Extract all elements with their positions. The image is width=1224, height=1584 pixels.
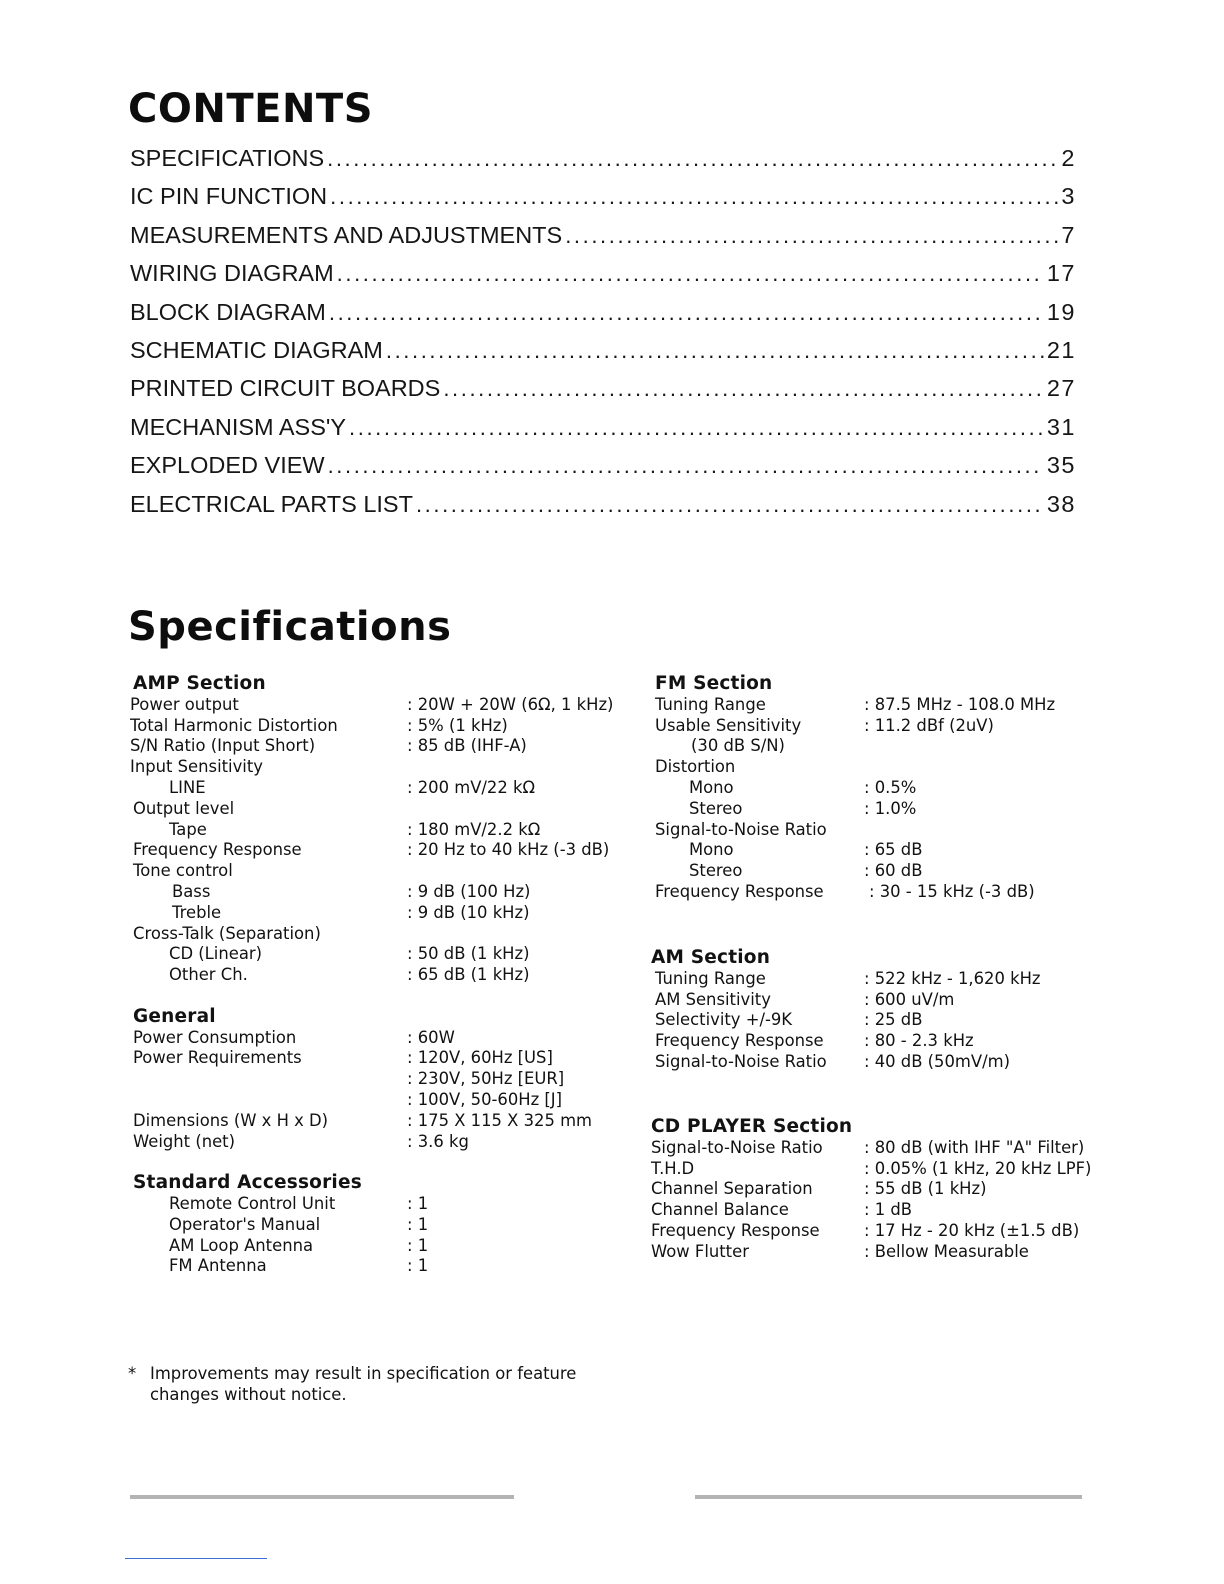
spec-label: Total Harmonic Distortion xyxy=(130,715,338,735)
spec-label: Weight (net) xyxy=(133,1131,236,1151)
spec-label: Signal-to-Noise Ratio xyxy=(651,1137,823,1157)
spec-label: Dimensions (W x H x D) xyxy=(133,1110,329,1130)
spec-label: Channel Separation xyxy=(651,1179,813,1199)
toc-entry-page: 19 xyxy=(1046,298,1076,325)
spec-label: Bass xyxy=(172,881,211,901)
spec-row xyxy=(655,778,1195,799)
toc-leader-dots xyxy=(443,376,1044,402)
spec-value: : 55 dB (1 kHz) xyxy=(864,1179,987,1199)
toc-entry-page: 7 xyxy=(1061,221,1076,248)
toc-leader-dots xyxy=(386,338,1044,364)
toc-entry xyxy=(130,260,1076,298)
spec-value: : 600 uV/m xyxy=(864,989,955,1009)
toc-leader-dots xyxy=(328,453,1044,479)
cd-section-heading: CD PLAYER Section xyxy=(651,1116,853,1137)
spec-row xyxy=(130,799,630,820)
toc-entry xyxy=(130,414,1076,452)
contents-title: CONTENTS xyxy=(128,86,374,132)
toc-leader-dots xyxy=(330,184,1058,210)
spec-row xyxy=(130,820,630,841)
specifications-title: Specifications xyxy=(128,604,452,650)
spec-label: Frequency Response xyxy=(133,840,302,860)
spec-label: Usable Sensitivity xyxy=(655,715,802,735)
toc-entry xyxy=(130,375,1076,413)
toc-entry-label: MECHANISM ASS'Y xyxy=(130,413,347,440)
spec-value: : 1.0% xyxy=(864,798,917,818)
spec-label: Wow Flutter xyxy=(651,1241,749,1261)
spec-row xyxy=(655,799,1195,820)
spec-value: : 175 X 115 X 325 mm xyxy=(407,1110,593,1130)
toc-entry-label: MEASUREMENTS AND ADJUSTMENTS xyxy=(130,221,563,248)
spec-row xyxy=(130,757,630,778)
toc-entry-page: 3 xyxy=(1061,183,1076,210)
spec-label: Frequency Response xyxy=(651,1220,820,1240)
spec-row xyxy=(651,1221,1211,1242)
cd-section xyxy=(651,1117,1211,1263)
spec-label: Mono xyxy=(689,840,734,860)
spec-row xyxy=(130,944,630,965)
toc-entry-label: BLOCK DIAGRAM xyxy=(130,298,326,325)
spec-value: : 1 xyxy=(407,1256,429,1276)
spec-value: : 9 dB (100 Hz) xyxy=(407,881,531,901)
spec-row xyxy=(651,1179,1211,1200)
spec-label: AM Sensitivity xyxy=(655,989,771,1009)
spec-label: Signal-to-Noise Ratio xyxy=(655,1051,827,1071)
spec-row xyxy=(655,695,1195,716)
spec-row xyxy=(130,1194,630,1215)
spec-value: : 11.2 dBf (2uV) xyxy=(864,715,994,735)
spec-label: Cross-Talk (Separation) xyxy=(133,923,321,943)
spec-row xyxy=(130,1028,630,1049)
spec-value: : 65 dB xyxy=(864,840,923,860)
spec-row xyxy=(651,1200,1211,1221)
spec-value: : Bellow Measurable xyxy=(864,1241,1029,1261)
spec-row xyxy=(651,1242,1211,1263)
spec-value: : 60W xyxy=(407,1027,455,1047)
spec-label: LINE xyxy=(169,777,206,797)
spec-row xyxy=(130,1111,630,1132)
spec-row xyxy=(130,736,630,757)
footnote xyxy=(128,1363,576,1405)
toc-entry-label: WIRING DIAGRAM xyxy=(130,260,334,287)
spec-value: : 230V, 50Hz [EUR] xyxy=(407,1069,565,1089)
toc-leader-dots xyxy=(329,300,1044,326)
spec-row xyxy=(130,695,630,716)
spec-value: : 200 mV/22 kΩ xyxy=(407,777,536,797)
toc-entry-page: 21 xyxy=(1046,336,1076,363)
spec-row xyxy=(651,1052,1191,1073)
spec-row xyxy=(651,1031,1191,1052)
spec-value: : 85 dB (IHF-A) xyxy=(407,736,527,756)
spec-row xyxy=(130,903,630,924)
spec-row xyxy=(651,969,1191,990)
spec-value: : 87.5 MHz - 108.0 MHz xyxy=(864,694,1056,714)
spec-row xyxy=(130,924,630,945)
spec-label: Treble xyxy=(172,902,222,922)
toc-entry-page: 2 xyxy=(1061,145,1076,171)
spec-value: : 50 dB (1 kHz) xyxy=(407,944,530,964)
toc-leader-dots xyxy=(416,492,1044,518)
toc-leader-dots xyxy=(327,146,1058,172)
toc-leader-dots xyxy=(337,261,1044,287)
spec-value: : 17 Hz - 20 kHz (±1.5 dB) xyxy=(864,1220,1080,1240)
footnote-asterisk: * xyxy=(128,1364,137,1383)
toc-entry-label: SCHEMATIC DIAGRAM xyxy=(130,336,383,363)
spec-label: FM Antenna xyxy=(169,1256,267,1276)
spec-row xyxy=(130,716,630,737)
spec-value: : 20 Hz to 40 kHz (-3 dB) xyxy=(407,840,610,860)
am-section xyxy=(651,948,1191,1073)
spec-value: : 25 dB xyxy=(864,1010,923,1030)
toc-leader-dots xyxy=(349,415,1044,441)
spec-label: Frequency Response xyxy=(655,1031,824,1051)
spec-value: : 1 dB xyxy=(864,1200,913,1220)
spec-row xyxy=(130,1215,630,1236)
general-section-heading: General xyxy=(133,1005,216,1027)
footer-accent-line xyxy=(125,1558,267,1559)
fm-section xyxy=(655,674,1195,903)
toc-entry-label: PRINTED CIRCUIT BOARDS xyxy=(130,375,441,402)
spec-label: AM Loop Antenna xyxy=(169,1235,314,1255)
spec-value: : 65 dB (1 kHz) xyxy=(407,965,530,985)
spec-row xyxy=(130,840,630,861)
spec-label: Tuning Range xyxy=(655,694,766,714)
spec-value: : 80 - 2.3 kHz xyxy=(864,1031,974,1051)
spec-row xyxy=(130,882,630,903)
spec-label: T.H.D xyxy=(651,1158,695,1178)
spec-row xyxy=(130,861,630,882)
spec-label: Tuning Range xyxy=(655,968,766,988)
spec-value: : 1 xyxy=(407,1214,429,1234)
footer-rule-right xyxy=(695,1495,1082,1499)
spec-row xyxy=(655,882,1195,903)
spec-value: : 80 dB (with IHF "A" Filter) xyxy=(864,1137,1085,1157)
toc-entry-page: 31 xyxy=(1046,413,1076,440)
spec-row xyxy=(130,1090,630,1111)
spec-row xyxy=(130,1069,630,1090)
spec-label: Input Sensitivity xyxy=(130,757,263,777)
spec-row xyxy=(130,1236,630,1257)
footnote-line-2: changes without notice. xyxy=(150,1385,347,1404)
spec-row xyxy=(655,757,1195,778)
spec-label: Stereo xyxy=(689,861,743,881)
spec-value: : 1 xyxy=(407,1193,429,1213)
spec-label: Frequency Response xyxy=(655,881,824,901)
spec-label: Mono xyxy=(689,777,734,797)
table-of-contents xyxy=(130,145,1076,529)
spec-label: Output level xyxy=(133,798,235,818)
spec-label: Signal-to-Noise Ratio xyxy=(655,819,827,839)
spec-row xyxy=(651,1159,1211,1180)
toc-entry-label: ELECTRICAL PARTS LIST xyxy=(130,490,413,517)
toc-entry xyxy=(130,183,1076,221)
toc-entry-label: IC PIN FUNCTION xyxy=(130,183,328,210)
toc-entry xyxy=(130,452,1076,490)
spec-value: : 60 dB xyxy=(864,861,923,881)
toc-entry-page: 27 xyxy=(1046,375,1076,402)
toc-entry-label: SPECIFICATIONS xyxy=(130,145,325,171)
toc-entry-page: 35 xyxy=(1046,452,1076,479)
spec-value: : 30 - 15 kHz (-3 dB) xyxy=(869,881,1035,901)
am-section-heading: AM Section xyxy=(651,947,771,968)
spec-value: : 1 xyxy=(407,1235,429,1255)
spec-row xyxy=(130,1256,630,1277)
spec-label: Stereo xyxy=(689,798,743,818)
specs-left-column xyxy=(130,674,630,1277)
spec-value: : 180 mV/2.2 kΩ xyxy=(407,819,541,839)
spec-row xyxy=(130,778,630,799)
spec-value: : 522 kHz - 1,620 kHz xyxy=(864,968,1041,988)
spec-value: : 20W + 20W (6Ω, 1 kHz) xyxy=(407,694,614,714)
spec-value: : 40 dB (50mV/m) xyxy=(864,1051,1010,1071)
spec-value: : 100V, 50-60Hz [J] xyxy=(407,1089,563,1109)
spec-value: : 0.05% (1 kHz, 20 kHz LPF) xyxy=(864,1158,1092,1178)
spec-row xyxy=(655,820,1195,841)
toc-entry-label: EXPLODED VIEW xyxy=(130,452,325,479)
spec-row xyxy=(655,861,1195,882)
spec-label: Selectivity +/-9K xyxy=(655,1010,793,1030)
spec-label: Other Ch. xyxy=(169,965,248,985)
toc-entry xyxy=(130,222,1076,260)
spec-row xyxy=(130,1132,630,1153)
spec-value: : 120V, 60Hz [US] xyxy=(407,1048,553,1068)
spec-row xyxy=(655,736,1195,757)
toc-entry xyxy=(130,491,1076,529)
spec-label: Power Requirements xyxy=(133,1048,302,1068)
spec-row xyxy=(651,990,1191,1011)
spec-value: : 3.6 kg xyxy=(407,1131,469,1151)
spec-label: Distortion xyxy=(655,757,736,777)
spec-label: Power Consumption xyxy=(133,1027,297,1047)
spec-label: (30 dB S/N) xyxy=(691,736,785,756)
spec-row xyxy=(651,1138,1211,1159)
fm-section-heading: FM Section xyxy=(655,673,773,694)
spec-label: Tape xyxy=(169,819,207,839)
spec-value: : 0.5% xyxy=(864,777,917,797)
spec-row xyxy=(655,716,1195,737)
spec-label: Tone control xyxy=(133,861,233,881)
spec-row xyxy=(130,965,630,986)
spec-label: S/N Ratio (Input Short) xyxy=(130,736,316,756)
toc-entry-page: 17 xyxy=(1046,260,1076,287)
amp-section-heading: AMP Section xyxy=(133,673,266,694)
footer-rule-left xyxy=(130,1495,514,1499)
toc-entry xyxy=(130,337,1076,375)
spec-row xyxy=(130,1048,630,1069)
spec-label: Operator's Manual xyxy=(169,1214,321,1234)
spec-label: CD (Linear) xyxy=(169,944,263,964)
spec-value: : 5% (1 kHz) xyxy=(407,715,508,735)
spec-row xyxy=(651,1010,1191,1031)
spec-value: : 9 dB (10 kHz) xyxy=(407,902,530,922)
toc-entry-page: 38 xyxy=(1046,490,1076,517)
toc-entry xyxy=(130,299,1076,337)
spec-label: Channel Balance xyxy=(651,1200,789,1220)
spec-row xyxy=(655,840,1195,861)
toc-entry xyxy=(130,145,1076,183)
spec-label: Power output xyxy=(130,694,239,714)
accessories-section-heading: Standard Accessories xyxy=(133,1172,362,1194)
toc-leader-dots xyxy=(565,223,1058,249)
spec-label: Remote Control Unit xyxy=(169,1193,336,1213)
footnote-line-1: Improvements may result in specification or feature xyxy=(150,1364,577,1383)
